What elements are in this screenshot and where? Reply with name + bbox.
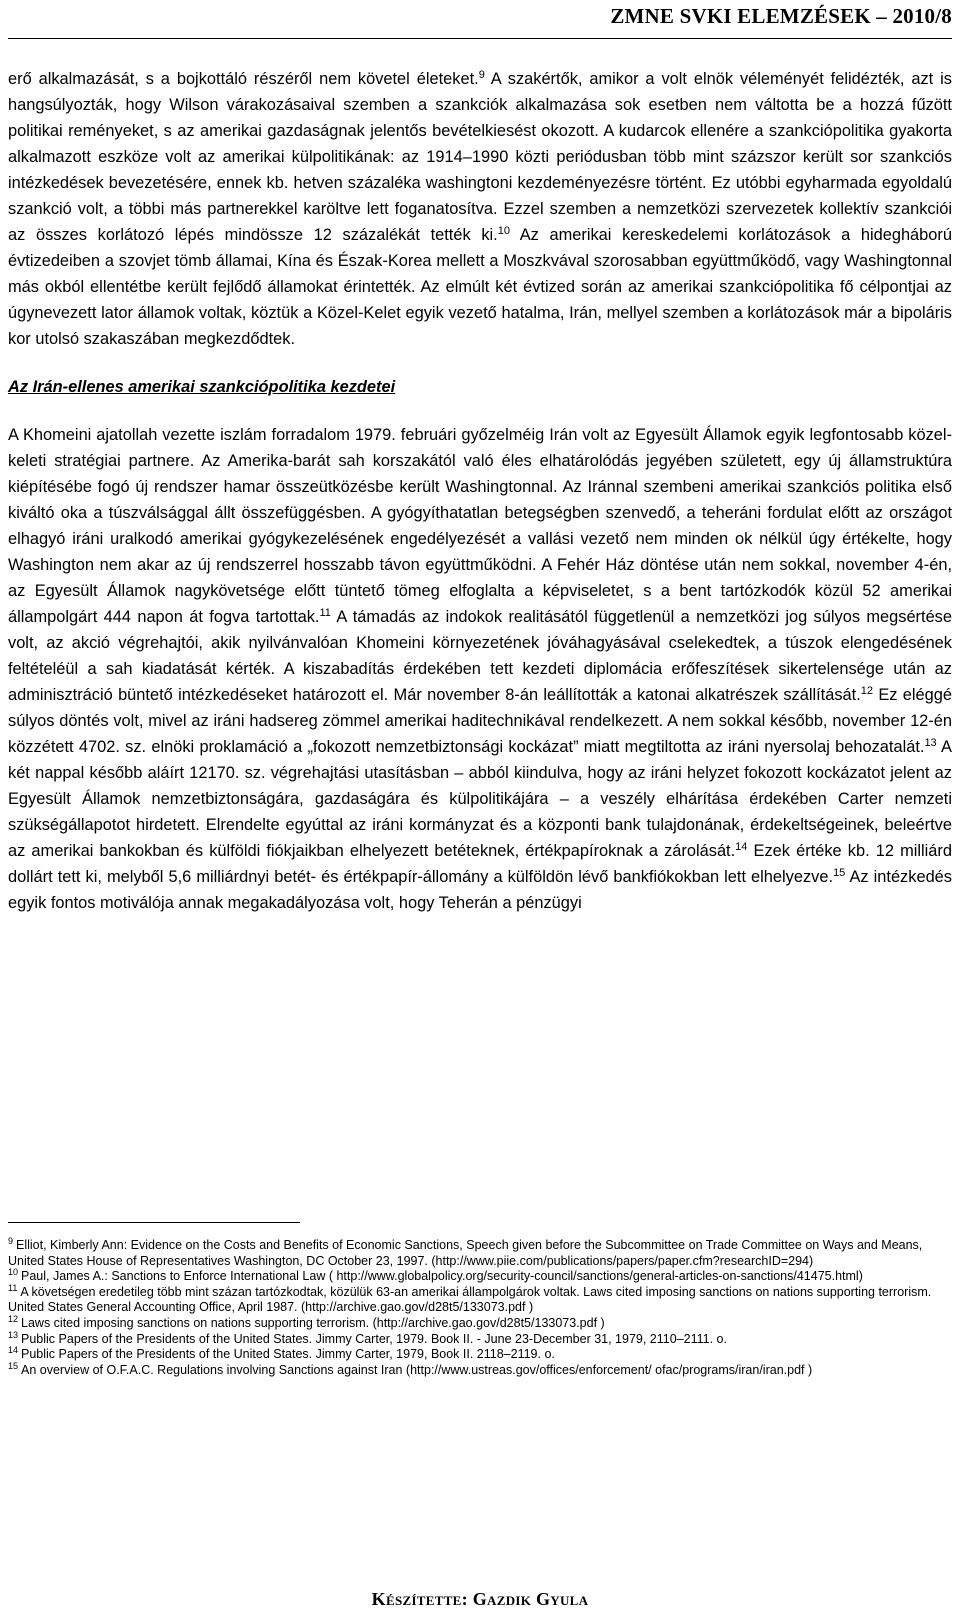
footnote <box>8 1282 952 1316</box>
footnote-ref: 11 <box>319 607 331 619</box>
footnote-number: 10 <box>8 1267 19 1278</box>
text-run: Az amerikai kereskedelemi korlátozások a hidegháború évtizedeiben a szovjet tömb államai, Kína és Észak-Korea mellett a Moszkvával szorosabban együttműködő, vagy Washingtonnal más okból ellentétbe került fejlődő államokat érintették. Az elmúlt két évtized során az amerikai szankciópolitika fő célpontjai az úgynevezett lator államok voltak, köztük a Közel-Kelet egyik vezető hatalma, Irán, mellyel szemben a korlátozások már a bipoláris kor utolsó szakaszában megkezdődtek. <box>8 226 952 348</box>
text-run: A két nappal később aláírt 12170. sz. végrehajtási utasításban – abból kiindulva, hogy az iráni helyzet fokozott kockázatot jelent az Egyesült Államok nemzetbiztonságára, gazdaságára és külpolitikájára – a veszély elhárítása érdekében Carter nemzeti szükségállapotot hirdetett. Elrendelte egyúttal az iráni kormányzat és a központi bank tulajdonának, érdekeltségeinek, beleértve az amerikai bankokban és külföldi fiókjaikban elhelyezett betéteknek, értékpapíroknak a zárolását. <box>8 738 952 860</box>
footnote-ref: 14 <box>735 841 748 853</box>
text-run: erő alkalmazását, s a bojkottáló részéről nem követel életeket. <box>8 70 479 88</box>
footnote-text: Laws cited imposing sanctions on nations supporting terrorism. (http://archive.gao.gov/d28t5/133073.pdf ) <box>21 1315 605 1330</box>
paragraph <box>8 66 952 352</box>
footnote-number: 13 <box>8 1329 19 1340</box>
body-text <box>8 66 952 916</box>
running-header: ZMNE SVKI ELEMZÉSEK – 2010/8 <box>610 4 952 28</box>
footnote <box>8 1238 952 1269</box>
footnotes <box>8 1238 952 1378</box>
paragraph <box>8 422 952 916</box>
footnote <box>8 1347 952 1363</box>
footnote <box>8 1269 952 1285</box>
text-run: Az intézkedés egyik fontos motiválója annak megakadályozása volt, hogy Teherán a pénzügyi <box>8 868 952 912</box>
footnote-separator <box>8 1222 300 1223</box>
footnote <box>8 1313 952 1332</box>
text-run: Ez eléggé súlyos döntés volt, mivel az iráni hadsereg zömmel amerikai haditechnikával rendelkezett. A nem sokkal később, november 12-én közzétett 4702. sz. elnöki proklamáció a „fokozott nemzetbiztonsági kockázat” miatt megtiltotta az iráni nyersolaj behozatalát. <box>8 686 952 756</box>
header-rule <box>8 38 952 39</box>
footnote-text: Public Papers of the Presidents of the United States. Jimmy Carter, 1979. Book II. - June 23-December 31, 1979, 2110–2111. o. <box>21 1331 727 1346</box>
text-run: A támadás az indokok realitásától függetlenül a nemzetközi jog súlyos megsértése volt, az akció végrehajtói, akik nyilvánvalóan Khomeini környezetének jóváhagyásával cselekedtek, a túszok elengedésének feltételéül a sah kiadatását kérték. A kiszabadítás érdekében tett kezdeti diplomácia erőfeszítések sikertelensége után az adminisztráció büntető intézkedéseket határozott el. Már november 8-án leállították a katonai alkatrészek szállítását. <box>8 608 952 704</box>
footnote-number: 15 <box>8 1360 19 1371</box>
footnote-text: A követségen eredetileg több mint százan tartózkodtak, közülük 63-an amerikai állampolgárok voltak. Laws cited imposing sanctions on nations supporting terrorism. United States General Accounting Office, April 1987. (http://archive.gao.gov/d28t5/133073.pdf ) <box>8 1284 932 1315</box>
footnote <box>8 1329 952 1348</box>
running-footer: Készítette: Gazdik Gyula <box>371 1589 589 1609</box>
footnote-number: 14 <box>8 1345 19 1356</box>
footnote-ref: 9 <box>478 69 485 81</box>
footnote-text: Public Papers of the Presidents of the United States. Jimmy Carter, 1979, Book II. 2118–2119. o. <box>21 1347 555 1362</box>
footnote-number: 12 <box>8 1313 19 1324</box>
footnote-text: Elliot, Kimberly Ann: Evidence on the Costs and Benefits of Economic Sanctions, Speech given before the Subcommittee on Trade Committee on Ways and Means, United States House of Representatives Washington, DC October 23, 1997. (http://www.piie.com/publications/papers/paper.cfm?researchID=294) <box>8 1238 923 1268</box>
footnote-ref: 10 <box>497 225 510 237</box>
footnote-ref: 15 <box>833 867 846 879</box>
footnote-text: An overview of O.F.A.C. Regulations involving Sanctions against Iran (http://www.ustreas.gov/offices/enforcement/ ofac/programs/iran/iran.pdf ) <box>21 1362 813 1377</box>
footnote-ref: 13 <box>924 737 937 749</box>
text-run: A szakértők, amikor a volt elnök véleményét felidézték, azt is hangsúlyozták, hogy Wilson várakozásaival szemben a szankciók alkalmazása sok esetben nem váltotta be a hozzá fűzött politikai reményeket, s az amerikai gazdaságnak jelentős bevételkiesést okozott. A kudarcok ellenére a szankciópolitika gyakorta alkalmazott eszköze volt az amerikai külpolitikának: az 1914–1990 közti periódusban több mint százszor került sor szankciós intézkedések bevezetésére, ennek kb. hetven százaléka washingtoni kezdeményezésre történt. Ez utóbbi egyharmada egyoldalú szankció volt, a többi más partnerekkel karöltve lett foganatosítva. Ezzel szemben a nemzetközi szervezetek kollektív szankciói az összes korlátozó lépés mindössze 12 százalékát tették ki. <box>8 70 952 244</box>
section-title: Az Irán-ellenes amerikai szankciópolitika kezdetei <box>8 378 396 396</box>
text-run: Ezek értéke kb. 12 milliárd dollárt tett ki, melyből 5,6 milliárdnyi betét- és értékpapír-állomány a külföldön lévő bankfiókokban lett elhelyezve. <box>8 842 952 886</box>
footnote <box>8 1360 952 1379</box>
footnote-number: 9 <box>8 1236 14 1246</box>
text-run: A Khomeini ajatollah vezette iszlám forradalom 1979. februári győzelméig Irán volt az Egyesült Államok egyik legfontosabb közel-keleti stratégiai partnere. Az Amerika-barát sah korszakától való éles elhatárolódás jegyében született, egy új államstruktúra kiépítésébe fogó új rendszer hamar összeütközésbe került Washingtonnal. Az Iránnal szembeni amerikai szankciós politika első kiváltó oka a túszválsággal állt összefüggésben. A gyógyíthatatlan betegségben szenvedő, a teheráni fordulat előtt az országot elhagyó iráni uralkodó amerikai gyógykezelésének engedélyezését a vallási vezető nem minden ok nélkül úgy értékelte, hogy Washington nem akar az új rendszerrel hosszabb távon együttműködni. A Fehér Ház döntése után nem sokkal, november 4-én, az Egyesült Államok nagykövetsége előtt tüntető tömeg elfoglalta a képviseletet, s a bent tartózkodók közül 52 amerikai állampolgárt 444 napon át fogva tartottak. <box>8 426 952 626</box>
footnote-number: 11 <box>8 1282 18 1293</box>
footnote-text: Paul, James A.: Sanctions to Enforce International Law ( http://www.globalpolicy.org/security-council/sanctions/general-articles-on-sanctions/41475.html) <box>21 1269 863 1284</box>
footnote-ref: 12 <box>860 685 874 697</box>
